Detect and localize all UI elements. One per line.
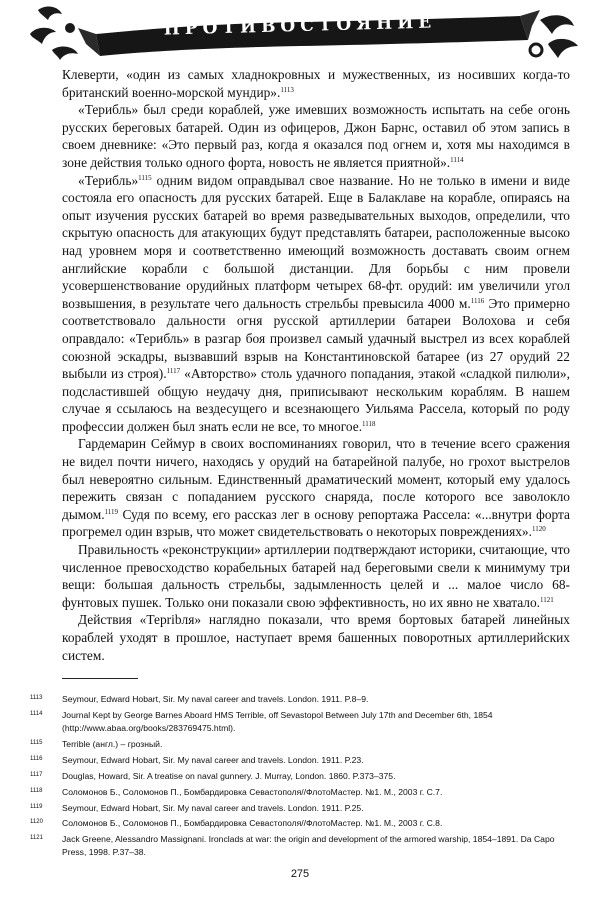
- footnote-ref: 1117: [166, 367, 181, 376]
- footnote-number: 1118: [30, 787, 43, 794]
- footnote-text: Seymour, Edward Hobart, Sir. My naval career and travels. London. 1911. P.8–9.: [62, 694, 369, 704]
- text-run: Это примерно соответствовало дальности огня русской артиллерии батареи Волохова и себя оправдало: «Терибль» в разгар боя произвел самый удачный выстрел из всех кораблей союзной эскадры, вызвавший взрыв на Константиновской батарее (из 27 орудий 22 выбыли из строя).: [62, 295, 570, 382]
- footnote-text: Seymour, Edward Hobart, Sir. My naval career and travels. London. 1911. P.23.: [62, 754, 364, 765]
- footnote-text: Seymour, Edward Hobart, Sir. My naval career and travels. London. 1911. P.25.: [62, 802, 364, 813]
- footnote-ref: 1120: [531, 525, 546, 534]
- text-run: «Терибль» был среди кораблей, уже имевших возможность испытать на себе огонь русских береговых батарей. Один из офицеров, Джон Барнс, оставил об этом запись в своем дневнике: «Это первый раз, когда я оказался под огнем и, хотя мы находимся в зоне действия только одного форта, новость не является приятной».: [62, 102, 570, 170]
- text-run: Клеверти, «один из самых хладнокровных и мужественных, из носивших когда-то британский военно-морской мундир».: [62, 67, 570, 100]
- footnote-number: 1115: [30, 739, 43, 746]
- right-ornament-icon: [530, 15, 578, 58]
- footnote-number: 1114: [30, 710, 43, 717]
- footnote-number: 1116: [30, 755, 43, 762]
- footnote-item: [30, 754, 575, 767]
- footnote-item: [30, 738, 575, 751]
- footnote-divider: [62, 678, 138, 679]
- footnote-text: Terrible (англ.) – грозный.: [62, 738, 163, 749]
- footnote-item: [30, 817, 575, 830]
- footnote-text: Jack Greene, Alessandro Massignani. Ironclads at war: the origin and development of the armored warship, 1854–1891. Da Capo Press, 1998. P.37–38.: [62, 834, 555, 858]
- main-text: [62, 66, 570, 664]
- footnotes-list: [30, 693, 575, 862]
- footnote-text: Соломонов Б., Соломонов П., Бомбардировка Севастополя//ФлотоМастер. №1. М., 2003 г. С.8.: [62, 818, 443, 829]
- text-run: Действия «Терribля» наглядно показали, что время бортовых батарей линейных кораблей уходят в прошлое, наступает время башенных поворотных артиллерийских систем.: [62, 612, 570, 663]
- paragraph: [62, 611, 570, 664]
- footnote-ref: 1113: [280, 85, 294, 94]
- footnote-ref: 1116: [470, 296, 485, 305]
- paragraph: [62, 541, 570, 611]
- footnote-item: [30, 709, 575, 734]
- page-number: 275: [290, 868, 310, 880]
- footnote-item: [30, 833, 575, 858]
- header-banner: [0, 0, 600, 68]
- paragraph: [62, 66, 570, 101]
- footnote-item: [30, 786, 575, 799]
- text-run: «Терибль»: [78, 172, 139, 188]
- text-run: одним видом оправдывал свое название. Но не только в имени и виде состояла его опасность для русских батарей. Еще в Балаклаве на корабле, опираясь на опыт изучения русских батарей во время разведывательных выходов, определили, что скрытую опасность для атакующих будут представлять батареи, расположенные высоко над уровнем моря и соответственно имеющий возможность доставать своим огнем английские корабли с большой дистанции. Для борьбы с ним провели усовершенствование орудийных платформ четырех 68-фт. орудий: им увеличили угол возвышения, в результате чего дальность стрельбы превысила 4000 м.: [62, 172, 570, 311]
- footnote-ref: 1119: [104, 507, 119, 516]
- footnote-ref: 1115: [138, 173, 152, 182]
- left-ornament-icon: [30, 7, 78, 60]
- footnote-text: Douglas, Howard, Sir. A treatise on naval gunnery. J. Murray, London. 1860. P.373–375.: [62, 770, 396, 781]
- footnote-number: 1113: [30, 695, 43, 701]
- text-run: Судя по всему, его рассказ лег в основу репортажа Рассела: «...внутри форта прогремел один взрыв, что может свидетельствовать о некоторых повреждениях».: [62, 506, 570, 540]
- paragraph: [62, 101, 570, 171]
- footnote-item: [30, 770, 575, 783]
- paragraph: [62, 435, 570, 541]
- footnote-number: 1120: [30, 819, 43, 826]
- footnote-item: [30, 693, 575, 706]
- footnote-ref: 1121: [540, 595, 554, 604]
- text-run: Гардемарин Сеймур в своих воспоминаниях говорил, что в течение всего сражения не видел почти ничего, находясь у орудий на батарейной палубе, но грохот выстрелов был невероятно сильным. Единственный драматический момент, который ему удалось пережить связан с попаданием русского снаряда, после которого все заволокло дымом.: [62, 436, 570, 522]
- footnote-number: 1117: [30, 771, 43, 778]
- footnote-ref: 1114: [450, 155, 464, 164]
- running-head-title: ПРОТИВОСТОЯНИЕ: [163, 12, 437, 40]
- footnote-text: Соломонов Б., Соломонов П., Бомбардировка Севастополя//ФлотоМастер. №1. М., 2003 г. С.7.: [62, 786, 443, 797]
- footnote-number: 1121: [30, 835, 43, 842]
- footnote-number: 1119: [30, 803, 43, 810]
- text-run: «Авторство» столь удачного попадания, этакой «сладкой пилюли», подсластившей общую неудачу дня, приписывают нескольким кораблям. В нашем случае я ссылаюсь на вездесущего и всезнающего Уильяма Рассела, который по роду профессии должен был знать если не все, то многое.: [62, 366, 570, 434]
- footnote-ref: 1118: [362, 419, 376, 428]
- footnote-text: Journal Kept by George Barnes Aboard HMS Terrible, off Sevastopol Between July 17th and December 6th, 1854 (http://www.abaa.org/books/283769475.html).: [62, 709, 493, 733]
- paragraph: [62, 172, 570, 436]
- text-run: Правильность «реконструкции» артиллерии подтверждают историки, считающие, что численное превосходство корабельных батарей над береговыми свели к минимуму три вещи: большая дальность стрельбы, задымленность целей и ... малое число 68-фунтовых пушек. Только они показали свою эффективность, но их явно не хватало.: [62, 542, 570, 610]
- footnote-item: [30, 802, 575, 815]
